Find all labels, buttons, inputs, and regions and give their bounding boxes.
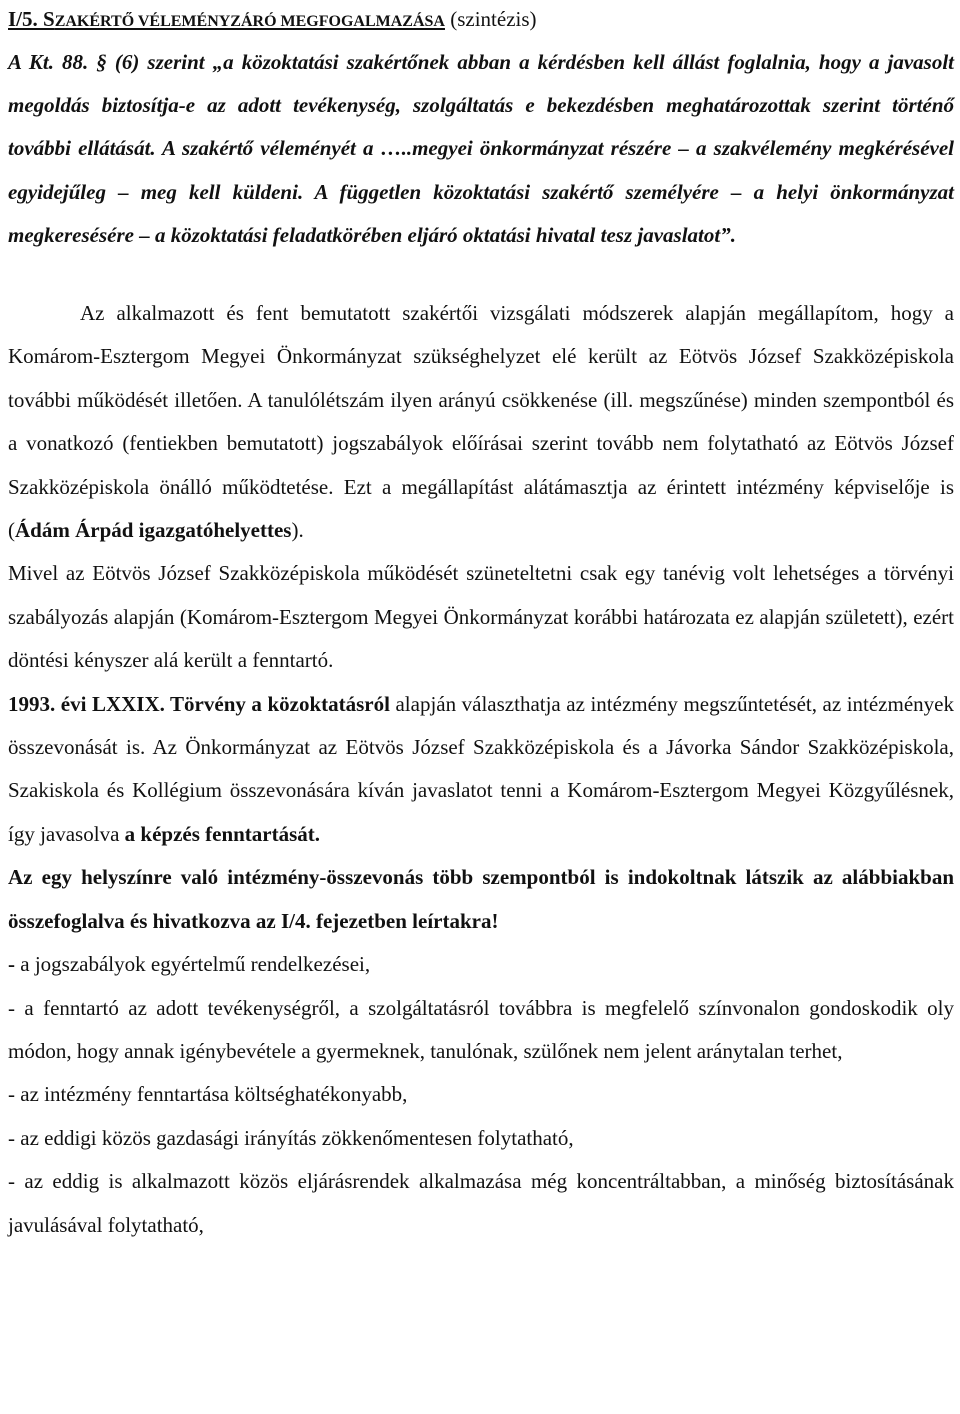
law-reference: A Kt. 88. § (6) szerint [8, 50, 205, 74]
list-item: - az intézmény fenntartása költséghatékonyabb, [8, 1082, 408, 1107]
list-item: - az eddig is alkalmazott közös eljárásrendek alkalmazása még koncentráltabban, a minőség biztosításának javulásával folytatható, [8, 1169, 954, 1237]
section-heading [8, 3, 954, 38]
list-item: - a jogszabályok egyértelmű rendelkezései, [8, 952, 371, 977]
merger-justification-paragraph: Az egy helyszínre való intézmény-összevonás több szempontból is indokoltnak látszik az alábbiakban összefoglalva és hivatkozva az I/4. fejezetben leírtakra! [8, 865, 954, 933]
list-item: - a fenntartó az adott tevékenységről, a szolgáltatásról továbbra is megfelelő színvonalon gondoskodik oly módon, hogy annak igénybevétele a gyermeknek, tanulónak, szülőnek nem jelent aránytalan terhet, [8, 995, 954, 1063]
law-option-paragraph: 1993. évi LXXIX. Törvény a közoktatásról alapján választhatja az intézmény megszűntetését, az intézmények összevonását is. Az Önkormányzat az Eötvös József Szakközépiskola és a Jávorka Sándor Szakközépiskola, Szakiskola és Kollégium összevonására kíván javaslatot tenni a Komárom-Esztergom Megyei Közgyűlésnek, így javasolva a képzés fenntartását. [8, 691, 954, 846]
list-item: - az eddigi közös gazdasági irányítás zökkenőmentesen folytatható, [8, 1125, 574, 1150]
section-heading-suffix: (szintézis) [444, 7, 537, 31]
document-page [8, 0, 954, 1247]
justification-list [8, 943, 954, 1247]
paragraph-spacer [8, 257, 954, 292]
findings-paragraph: Az alkalmazott és fent bemutatott szakértői vizsgálati módszerek alapján megállapítom, hogy a Komárom-Esztergom Megyei Önkormányzat szükséghelyzet elé került az Eötvös József Szakközépiskola további működését illetően. A tanulólétszám ilyen arányú csökkenése (ill. megszűnése) minden szempontból és a vonatkozó (fentiekben bemutatott) jogszabályok előírásai szerint tovább nem folytatható az Eötvös József Szakközépiskola önálló működtetése. Ezt a megállapítást alátámasztja az érintett intézmény képviselője is (Ádám Árpád igazgatóhelyettes). [8, 301, 954, 543]
intro-quote-paragraph [8, 41, 954, 257]
representative-name: Ádám Árpád igazgatóhelyettes [15, 518, 292, 543]
section-heading-title: I/5. SZAKÉRTŐ VÉLEMÉNYZÁRÓ MEGFOGALMAZÁSA [8, 7, 445, 31]
intro-quote-text: „a közoktatási szakértőnek abban a kérdésben kell állást foglalnia, hogy a javasolt megoldás biztosítja-e az adott tevékenység, szolgáltatás e bekezdésben meghatározottak szerint történő további ellátását. A szakértő véleményét a …..megyei önkormányzat részére – a szakvélemény megkérésével egyidejűleg – meg kell küldeni. A független közoktatási szakértő személyére – a helyi önkormányzat megkeresésére – a közoktatási feladatkörében eljáró oktatási hivatal tesz javaslatot”. [8, 50, 954, 247]
law-title: 1993. évi LXXIX. Törvény a közoktatásról [8, 691, 390, 716]
training-maintenance: a képzés fenntartását. [124, 821, 321, 846]
decision-paragraph: Mivel az Eötvös József Szakközépiskola működését szüneteltetni csak egy tanévig volt lehetséges a törvényi szabályozás alapján (Komárom-Esztergom Megyei Önkormányzat korábbi határozata ez alapján született), ezért döntési kényszer alá került a fenntartó. [8, 561, 954, 673]
